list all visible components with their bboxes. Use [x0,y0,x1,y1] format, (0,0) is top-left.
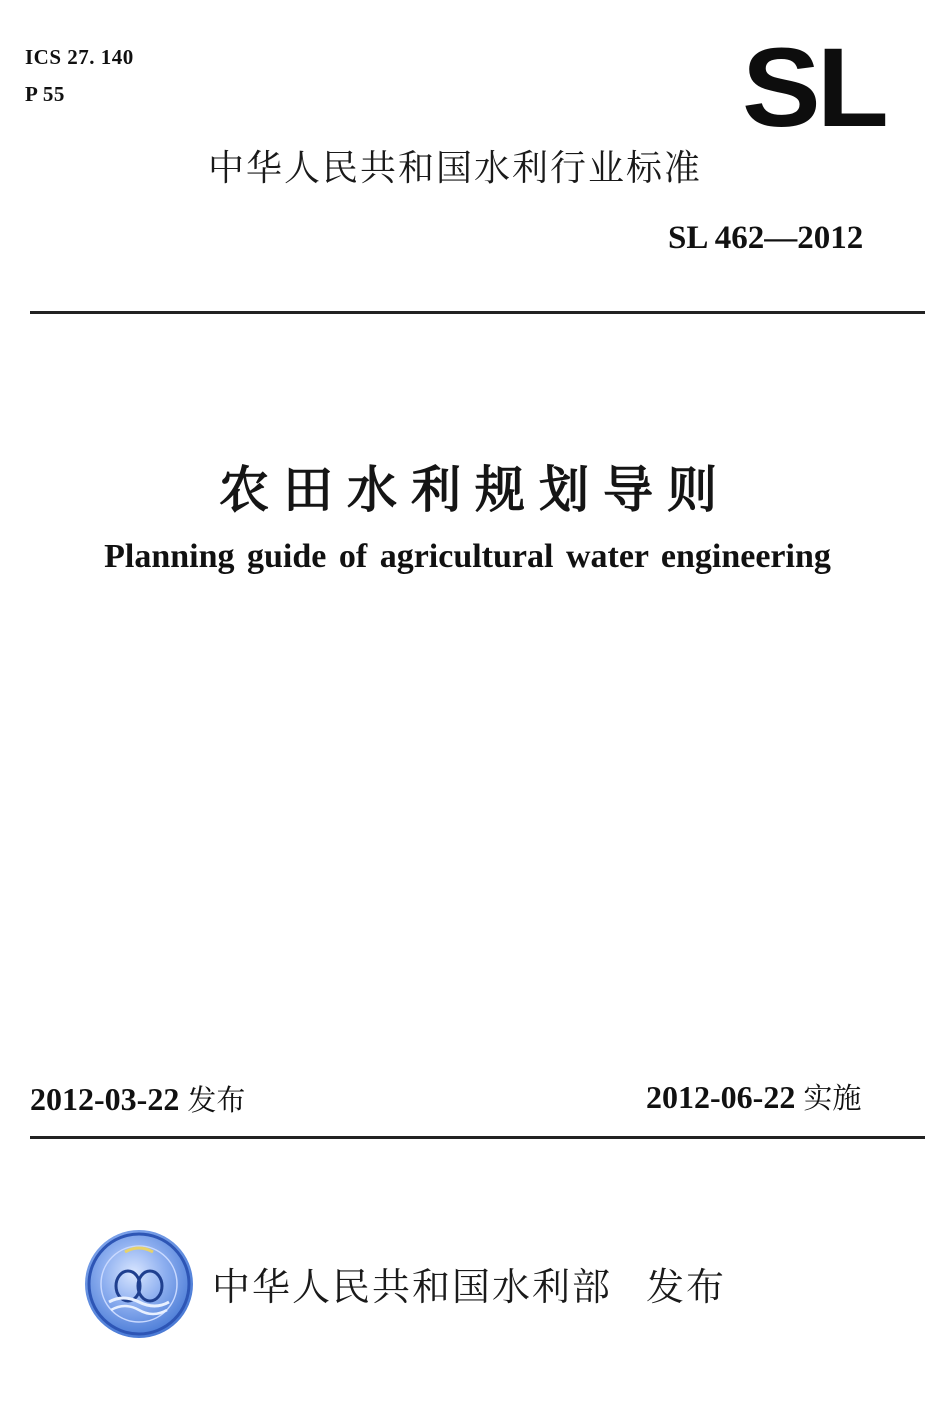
document-title-english: Planning guide of agricultural water engineering [104,538,831,575]
ics-code: ICS 27. 140 [25,45,134,69]
publisher-line [212,1256,726,1311]
issue-date [30,1078,245,1119]
issue-date-value: 2012-03-22 [30,1081,180,1117]
document-title-chinese: 农田水利规划导则 [219,461,731,519]
implementation-label: 实施 [803,1081,862,1115]
publisher-name: 中华人民共和国水利部 [212,1265,613,1309]
ccs-code: P 55 [25,82,65,106]
standard-number: SL 462—2012 [668,220,864,256]
implementation-date-value: 2012-06-22 [646,1079,796,1115]
implementation-date [646,1076,861,1117]
standard-type: 中华人民共和国水利行业标准 [208,148,703,189]
top-divider [30,311,925,314]
issue-label: 发布 [187,1083,246,1117]
ministry-emblem-icon [85,1230,193,1338]
sl-logo: SL [742,25,885,151]
publisher-action: 发布 [646,1265,727,1309]
bottom-divider [30,1136,925,1139]
